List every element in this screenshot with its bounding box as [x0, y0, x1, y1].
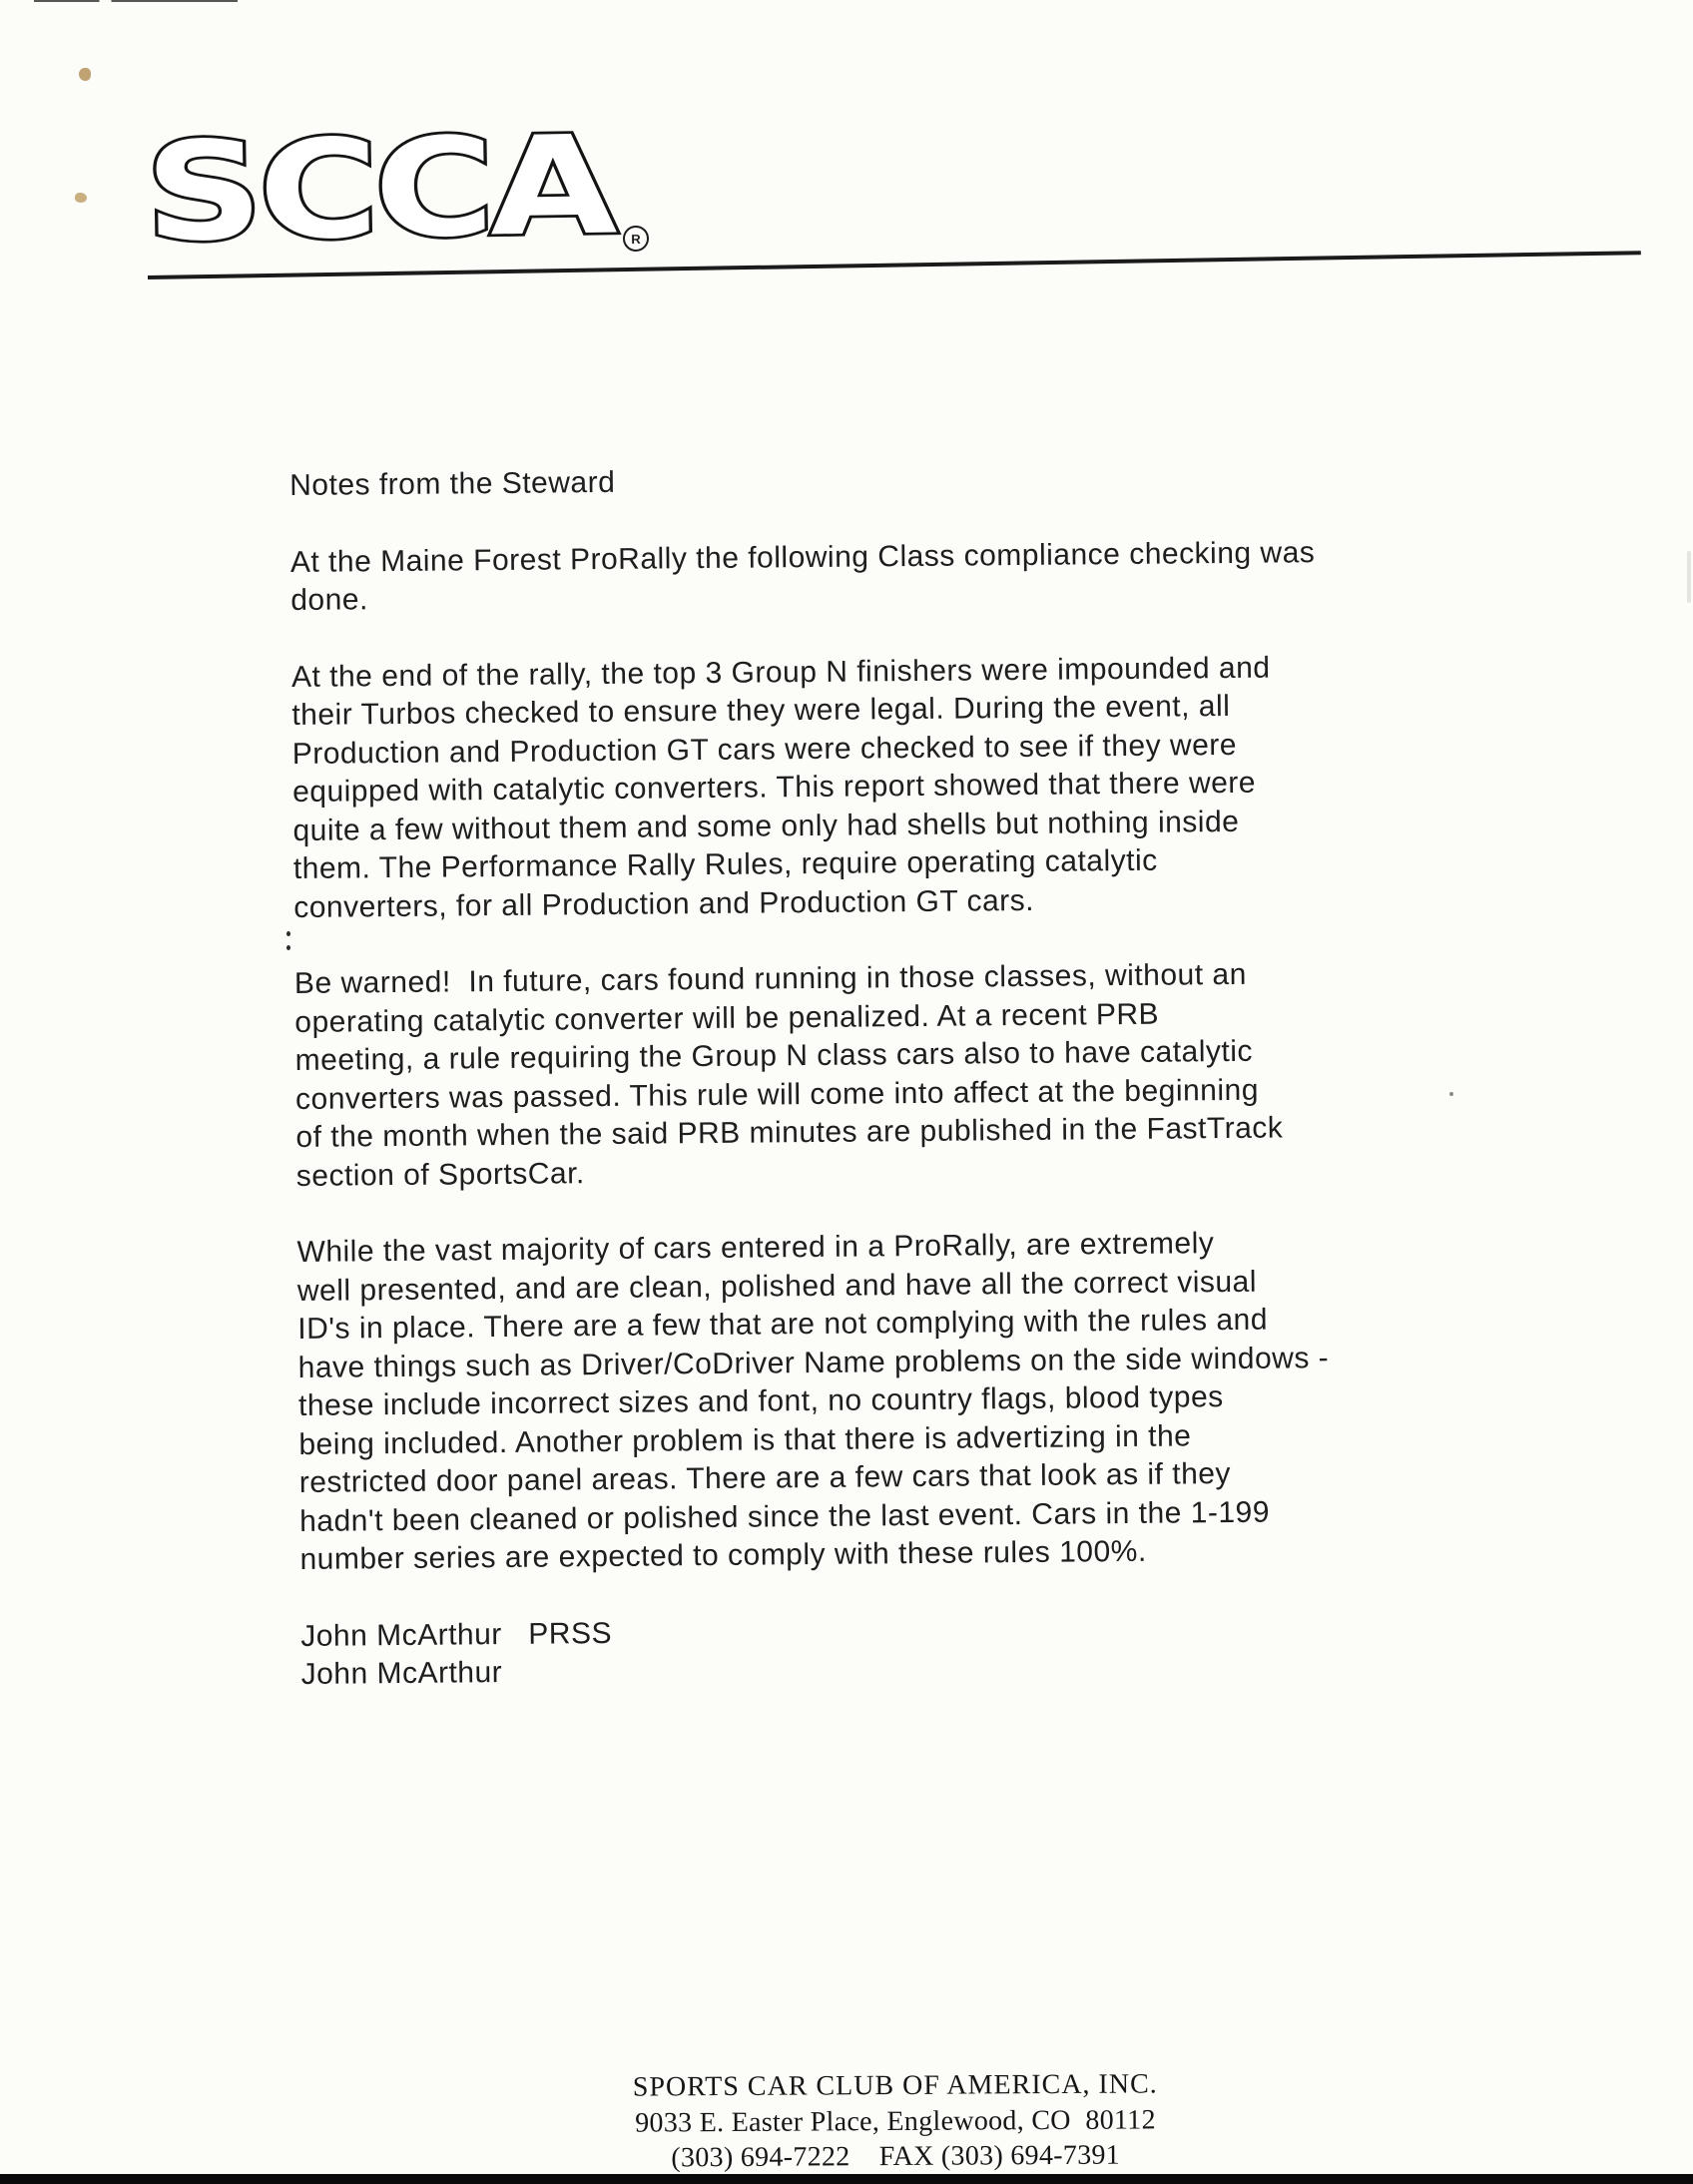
text-line: done.	[290, 583, 369, 617]
scca-logo-text: SCCA	[143, 111, 533, 270]
scca-logo-graphic	[138, 112, 659, 270]
scan-artifact-dot	[1449, 1092, 1453, 1096]
text-line: their Turbos checked to ensure they were legal. During the event, all	[291, 689, 1231, 732]
text-line: quite a few without them and some only had shells but nothing inside	[292, 805, 1240, 847]
footer-phone-fax: (303) 694-7222 FAX (303) 694-7391	[671, 2139, 1121, 2174]
scan-artifact-colon	[286, 931, 290, 953]
text-line: have things such as Driver/CoDriver Name problems on the side windows -	[297, 1341, 1330, 1384]
signature-block	[300, 1605, 1549, 1694]
registered-trademark-letter: R	[631, 231, 641, 247]
text-line: section of SportsCar.	[295, 1156, 585, 1193]
text-line: ID's in place. There are a few that are not complying with the rules and	[297, 1303, 1269, 1346]
scan-edge-bottom	[0, 2174, 1693, 2184]
letter-paragraph-2	[291, 646, 1542, 926]
text-line: At the Maine Forest ProRally the following Class compliance checking was	[289, 535, 1316, 579]
text-line: meeting, a rule requiring the Group N class cars also to have catalytic	[294, 1034, 1254, 1077]
footer-company-name: SPORTS CAR CLUB OF AMERICA, INC.	[632, 2068, 1158, 2103]
letter-paragraph-1	[290, 531, 1539, 620]
text-line: hadn't been cleaned or polished since the last event. Cars in the 1-199	[298, 1495, 1271, 1538]
text-line: converters was passed. This rule will come into affect at the beginning	[294, 1073, 1260, 1116]
letterhead-footer	[98, 2063, 1693, 2179]
scan-speck	[75, 193, 87, 203]
text-line: While the vast majority of cars entered in a ProRally, are extremely	[296, 1227, 1215, 1269]
text-line: equipped with catalytic converters. This report showed that there were	[291, 766, 1257, 809]
letter-body	[289, 455, 1549, 1732]
scan-speck	[79, 68, 91, 81]
text-line: Production and Production GT cars were checked to see if they were	[291, 728, 1238, 771]
text-line: John McArthur	[300, 1656, 503, 1691]
letter-heading: Notes from the Steward	[289, 465, 616, 502]
text-line: converters, for all Production and Production GT cars.	[293, 883, 1035, 924]
text-line: operating catalytic converter will be penalized. At a recent PRB	[294, 997, 1160, 1039]
text-line: these include incorrect sizes and font, no country flags, blood types	[297, 1380, 1224, 1422]
text-line: of the month when the said PRB minutes are published in the FastTrack	[295, 1111, 1284, 1154]
text-line: At the end of the rally, the top 3 Group N finishers were impounded and	[290, 651, 1271, 694]
letter-paragraph-4	[296, 1222, 1547, 1579]
text-line: number series are expected to comply with these rules 100%.	[299, 1534, 1147, 1576]
text-line: John McArthur PRSS	[300, 1616, 613, 1653]
scan-edge-artifact-top	[34, 0, 238, 2]
letter-paragraph-3	[294, 953, 1544, 1196]
text-line: restricted door panel areas. There are a few cars that look as if they	[298, 1456, 1232, 1499]
text-line: being included. Another problem is that there is advertizing in the	[298, 1418, 1192, 1461]
text-line: Be warned! In future, cars found running in those classes, without an	[293, 957, 1247, 1000]
scca-logo	[138, 112, 659, 274]
scan-smudge	[1687, 551, 1691, 603]
footer-address: 9033 E. Easter Place, Englewood, CO 80112	[635, 2104, 1156, 2139]
text-line: them. The Performance Rally Rules, require operating catalytic	[292, 843, 1158, 885]
text-line: well presented, and are clean, polished and have all the correct visual	[296, 1265, 1258, 1308]
